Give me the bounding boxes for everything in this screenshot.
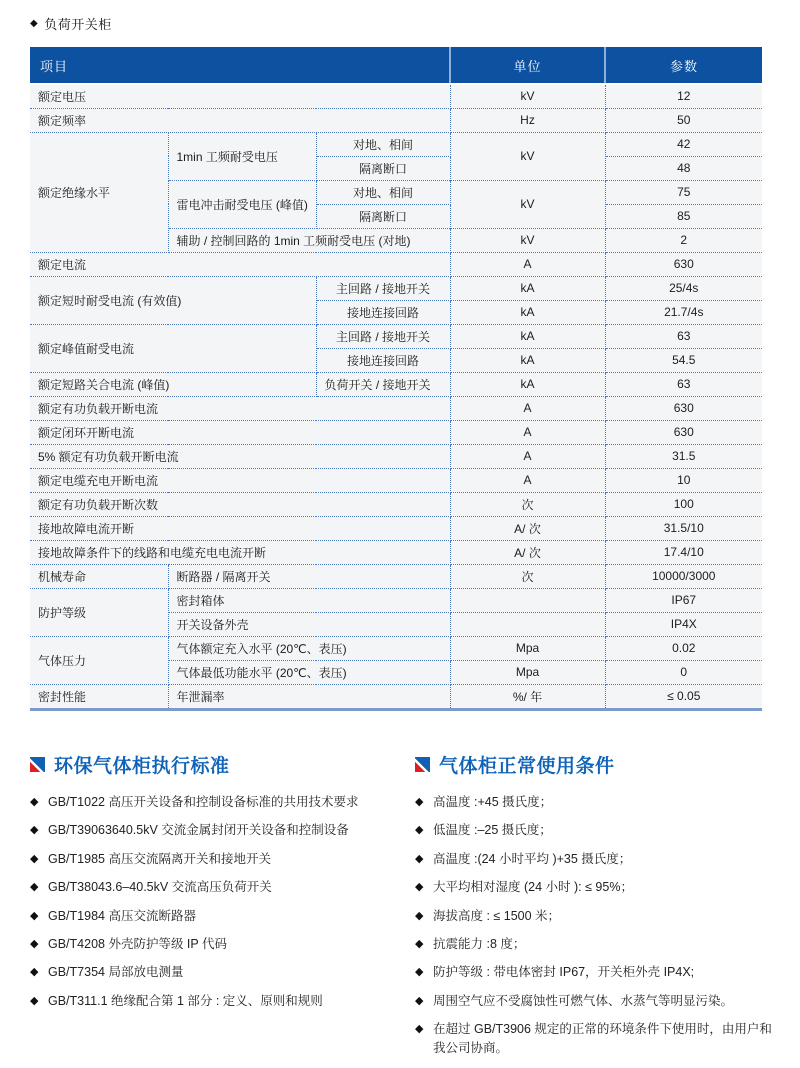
table-cell: 气体最低功能水平 (20℃、表压) bbox=[168, 660, 450, 684]
table-row bbox=[30, 108, 762, 132]
table-cell: kV bbox=[450, 84, 605, 108]
table-cell: 额定电缆充电开断电流 bbox=[30, 468, 450, 492]
section-standards bbox=[30, 751, 415, 1068]
table-cell: kA bbox=[450, 276, 605, 300]
diamond-bullet-icon: ◆ bbox=[415, 966, 424, 979]
list-item bbox=[415, 992, 775, 1011]
list-item bbox=[415, 821, 775, 840]
table-cell: 对地、相间 bbox=[316, 180, 450, 204]
section-standards-heading bbox=[30, 751, 415, 778]
table-row bbox=[30, 132, 762, 156]
spec-table-body bbox=[30, 84, 762, 708]
table-cell: 2 bbox=[605, 228, 762, 252]
diamond-bullet-icon: ◆ bbox=[30, 994, 39, 1007]
flag-icon bbox=[30, 757, 45, 772]
table-cell: Hz bbox=[450, 108, 605, 132]
diamond-bullet-icon: ◆ bbox=[415, 824, 424, 837]
list-item-text: GB/T1984 高压交流断路器 bbox=[48, 908, 196, 923]
table-cell: kA bbox=[450, 324, 605, 348]
table-row bbox=[30, 468, 762, 492]
list-item-text: 高温度 :+45 摄氏度； bbox=[433, 795, 553, 809]
table-cell: 48 bbox=[605, 156, 762, 180]
table-row bbox=[30, 540, 762, 564]
list-item-text: GB/T38043.6–40.5kV 交流高压负荷开关 bbox=[48, 880, 272, 895]
list-item bbox=[415, 1020, 775, 1059]
table-row bbox=[30, 444, 762, 468]
table-cell: IP4X bbox=[605, 612, 762, 636]
list-item-text: 防护等级 : 带电体密封 IP67，开关柜外壳 IP4X; bbox=[433, 965, 695, 980]
list-item-text: GB/T7354 局部放电测量 bbox=[48, 965, 184, 980]
diamond-bullet-icon: ◆ bbox=[415, 909, 424, 922]
table-cell: 额定有功负载开断电流 bbox=[30, 396, 450, 420]
table-cell: 10 bbox=[605, 468, 762, 492]
list-item bbox=[415, 850, 775, 869]
table-cell: 31.5 bbox=[605, 444, 762, 468]
list-item bbox=[415, 963, 775, 982]
table-cell: A/ 次 bbox=[450, 540, 605, 564]
table-cell: 辅助 / 控制回路的 1min 工频耐受电压 (对地) bbox=[168, 228, 450, 252]
table-cell: 隔离断口 bbox=[316, 204, 450, 228]
table-cell: 接地连接回路 bbox=[316, 300, 450, 324]
table-row bbox=[30, 516, 762, 540]
table-cell: 21.7/4s bbox=[605, 300, 762, 324]
spec-table-container bbox=[30, 47, 762, 711]
list-item-text: 低温度 :–25 摄氏度； bbox=[433, 823, 552, 838]
table-cell: 85 bbox=[605, 204, 762, 228]
diamond-bullet-icon: ◆ bbox=[30, 18, 39, 29]
list-item-text: GB/T39063640.5kV 交流金属封闭开关设备和控制设备 bbox=[48, 823, 349, 838]
table-row bbox=[30, 492, 762, 516]
list-item bbox=[30, 963, 415, 982]
table-cell: 主回路 / 接地开关 bbox=[316, 276, 450, 300]
list-item bbox=[30, 992, 415, 1011]
table-cell: A/ 次 bbox=[450, 516, 605, 540]
list-item bbox=[30, 793, 415, 812]
table-cell: 隔离断口 bbox=[316, 156, 450, 180]
table-row bbox=[30, 276, 762, 300]
table-cell: 接地故障电流开断 bbox=[30, 516, 450, 540]
table-row bbox=[30, 396, 762, 420]
table-cell: %/ 年 bbox=[450, 684, 605, 708]
flag-icon bbox=[415, 757, 430, 772]
table-cell: A bbox=[450, 468, 605, 492]
table-cell: 气体压力 bbox=[30, 636, 168, 684]
list-item bbox=[30, 850, 415, 869]
table-cell: 气体额定充入水平 (20℃、表压) bbox=[168, 636, 450, 660]
table-row bbox=[30, 588, 762, 612]
spec-table bbox=[30, 47, 762, 708]
table-cell bbox=[450, 588, 605, 612]
bottom-sections bbox=[30, 751, 775, 1068]
table-cell: 63 bbox=[605, 372, 762, 396]
header-row bbox=[30, 47, 762, 84]
table-cell: 12 bbox=[605, 84, 762, 108]
table-cell: 接地故障条件下的线路和电缆充电电流开断 bbox=[30, 540, 450, 564]
table-cell: 额定有功负载开断次数 bbox=[30, 492, 450, 516]
table-cell: 断路器 / 隔离开关 bbox=[168, 564, 450, 588]
diamond-bullet-icon: ◆ bbox=[415, 937, 424, 950]
table-cell: 630 bbox=[605, 420, 762, 444]
column-header-unit: 单位 bbox=[450, 47, 605, 84]
table-row bbox=[30, 636, 762, 660]
diamond-bullet-icon: ◆ bbox=[30, 796, 39, 808]
table-row bbox=[30, 564, 762, 588]
diamond-bullet-icon: ◆ bbox=[415, 881, 424, 894]
table-cell: 63 bbox=[605, 324, 762, 348]
table-cell: 负荷开关 / 接地开关 bbox=[316, 372, 450, 396]
section-conditions bbox=[415, 751, 775, 1068]
list-item-text: 抗震能力 :8 度； bbox=[433, 936, 526, 951]
table-row bbox=[30, 324, 762, 348]
list-item bbox=[30, 821, 415, 840]
table-row bbox=[30, 372, 762, 396]
table-cell: 100 bbox=[605, 492, 762, 516]
diamond-bullet-icon: ◆ bbox=[30, 852, 39, 865]
table-cell: 额定峰值耐受电流 bbox=[30, 324, 316, 372]
table-cell: 额定闭环开断电流 bbox=[30, 420, 450, 444]
list-item-text: 在超过 GB/T3906 规定的正常的环境条件下使用时，由用户和我公司协商。 bbox=[433, 1022, 772, 1056]
table-cell: 25/4s bbox=[605, 276, 762, 300]
table-cell: 630 bbox=[605, 396, 762, 420]
table-cell: Mpa bbox=[450, 636, 605, 660]
list-item-text: 大平均相对湿度 (24 小时 ): ≤ 95%； bbox=[433, 880, 633, 895]
table-cell: 1min 工频耐受电压 bbox=[168, 132, 316, 180]
list-item bbox=[415, 878, 775, 897]
list-item-text: 高温度 :(24 小时平均 )+35 摄氏度； bbox=[433, 851, 632, 866]
list-item bbox=[30, 907, 415, 926]
section-conditions-title: 气体柜正常使用条件 bbox=[439, 756, 615, 777]
table-cell: 17.4/10 bbox=[605, 540, 762, 564]
table-cell: 额定电压 bbox=[30, 84, 450, 108]
column-header-parameter: 参数 bbox=[605, 47, 762, 84]
diamond-bullet-icon: ◆ bbox=[30, 824, 39, 837]
diamond-bullet-icon: ◆ bbox=[415, 852, 424, 865]
table-cell: kA bbox=[450, 348, 605, 372]
table-cell: 额定绝缘水平 bbox=[30, 132, 168, 252]
page-title-text: 负荷开关柜 bbox=[44, 17, 112, 32]
table-cell: A bbox=[450, 420, 605, 444]
list-item bbox=[30, 935, 415, 954]
section-conditions-heading bbox=[415, 751, 775, 778]
table-cell: A bbox=[450, 252, 605, 276]
list-item-text: GB/T1022 高压开关设备和控制设备标准的共用技术要求 bbox=[48, 795, 359, 809]
table-cell: A bbox=[450, 444, 605, 468]
table-cell: kV bbox=[450, 180, 605, 228]
diamond-bullet-icon: ◆ bbox=[30, 881, 39, 894]
list-item-text: GB/T311.1 绝缘配合第 1 部分 : 定义、原则和规则 bbox=[48, 993, 323, 1008]
table-cell: 防护等级 bbox=[30, 588, 168, 636]
page-title bbox=[30, 14, 770, 33]
table-cell: Mpa bbox=[450, 660, 605, 684]
table-cell: 额定电流 bbox=[30, 252, 450, 276]
table-cell: 54.5 bbox=[605, 348, 762, 372]
table-cell: 额定短时耐受电流 (有效值) bbox=[30, 276, 316, 324]
list-item bbox=[415, 793, 775, 812]
table-cell: 密封性能 bbox=[30, 684, 168, 708]
diamond-bullet-icon: ◆ bbox=[30, 966, 39, 979]
table-cell: A bbox=[450, 396, 605, 420]
table-cell: kA bbox=[450, 300, 605, 324]
table-cell: 42 bbox=[605, 132, 762, 156]
diamond-bullet-icon: ◆ bbox=[415, 994, 424, 1007]
table-cell: ≤ 0.05 bbox=[605, 684, 762, 708]
table-row bbox=[30, 420, 762, 444]
table-cell: kV bbox=[450, 132, 605, 180]
table-cell: 密封箱体 bbox=[168, 588, 450, 612]
list-item-text: 周围空气应不受腐蚀性可燃气体、水蒸气等明显污染。 bbox=[433, 993, 734, 1008]
list-item-text: 海拔高度 : ≤ 1500 米； bbox=[433, 908, 561, 923]
table-cell: 接地连接回路 bbox=[316, 348, 450, 372]
table-cell: 0.02 bbox=[605, 636, 762, 660]
table-cell: 50 bbox=[605, 108, 762, 132]
table-cell: kV bbox=[450, 228, 605, 252]
column-header-item: 项目 bbox=[30, 47, 450, 84]
list-item bbox=[30, 878, 415, 897]
table-cell: 对地、相间 bbox=[316, 132, 450, 156]
diamond-bullet-icon: ◆ bbox=[415, 796, 424, 808]
table-cell: IP67 bbox=[605, 588, 762, 612]
table-cell: 开关设备外壳 bbox=[168, 612, 450, 636]
table-cell: 雷电冲击耐受电压 (峰值) bbox=[168, 180, 316, 228]
list-item-text: GB/T1985 高压交流隔离开关和接地开关 bbox=[48, 851, 271, 866]
list-item bbox=[415, 907, 775, 926]
table-row bbox=[30, 252, 762, 276]
standards-list bbox=[30, 793, 415, 1011]
diamond-bullet-icon: ◆ bbox=[30, 937, 39, 950]
table-cell: 5% 额定有功负载开断电流 bbox=[30, 444, 450, 468]
spec-table-header bbox=[30, 47, 762, 84]
diamond-bullet-icon: ◆ bbox=[30, 909, 39, 922]
table-cell: 31.5/10 bbox=[605, 516, 762, 540]
diamond-bullet-icon: ◆ bbox=[415, 1023, 424, 1035]
table-cell: 主回路 / 接地开关 bbox=[316, 324, 450, 348]
table-cell: 年泄漏率 bbox=[168, 684, 450, 708]
table-cell: 额定短路关合电流 (峰值) bbox=[30, 372, 316, 396]
section-standards-title: 环保气体柜执行标准 bbox=[54, 756, 230, 777]
table-cell: 10000/3000 bbox=[605, 564, 762, 588]
table-row bbox=[30, 684, 762, 708]
table-cell: 0 bbox=[605, 660, 762, 684]
list-item bbox=[415, 935, 775, 954]
table-cell: 630 bbox=[605, 252, 762, 276]
table-cell: 机械寿命 bbox=[30, 564, 168, 588]
table-cell: 75 bbox=[605, 180, 762, 204]
table-cell: 次 bbox=[450, 564, 605, 588]
conditions-list bbox=[415, 793, 775, 1059]
table-cell: 次 bbox=[450, 492, 605, 516]
list-item-text: GB/T4208 外壳防护等级 IP 代码 bbox=[48, 936, 227, 951]
table-row bbox=[30, 84, 762, 108]
table-cell bbox=[450, 612, 605, 636]
table-cell: 额定频率 bbox=[30, 108, 450, 132]
table-cell: kA bbox=[450, 372, 605, 396]
